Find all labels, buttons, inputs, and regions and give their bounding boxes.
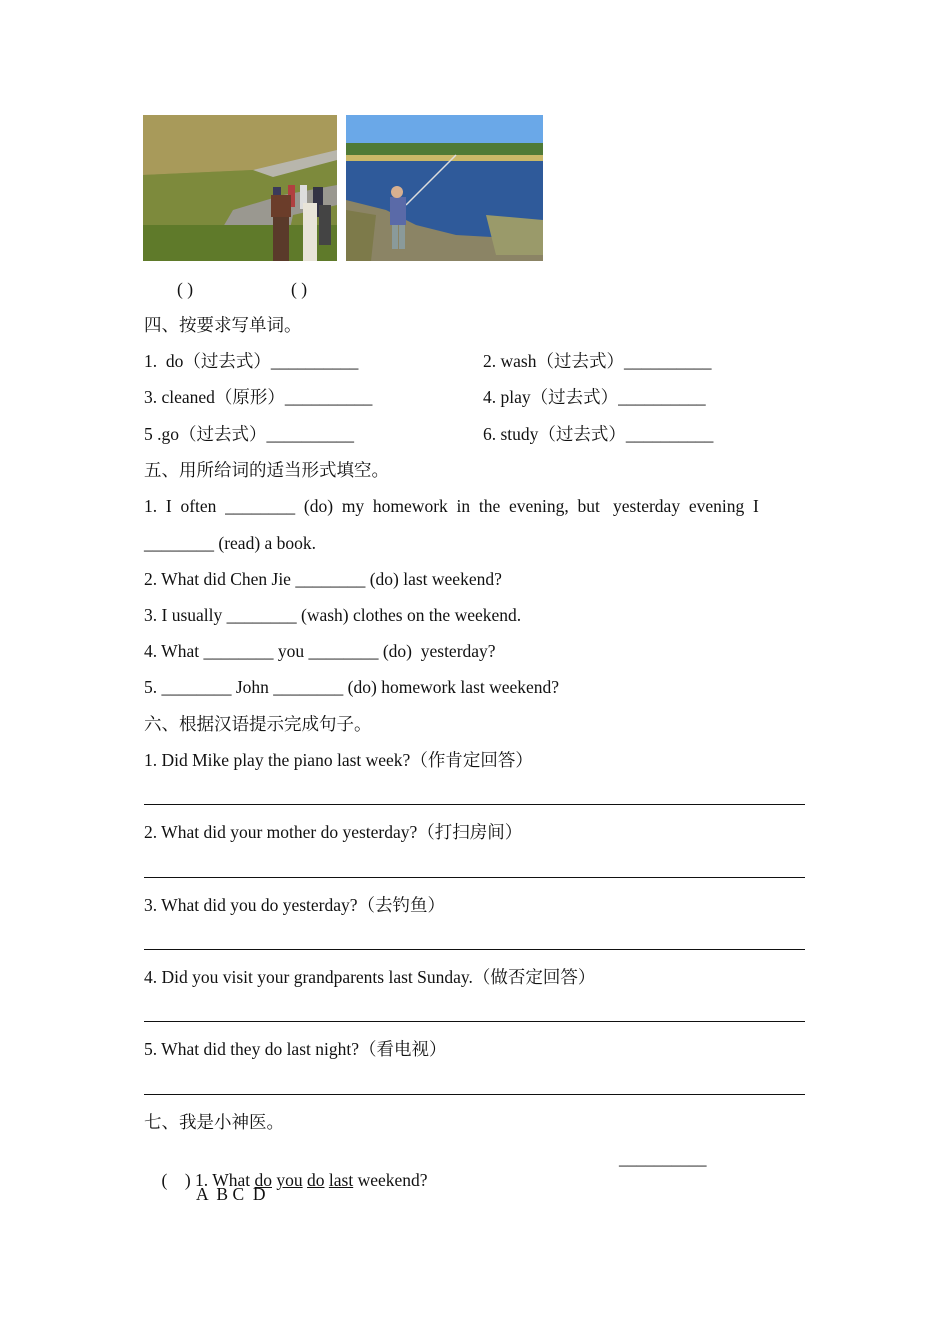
underlined-word-a: do	[254, 1170, 272, 1190]
section4-title: 四、按要求写单词。	[144, 315, 302, 335]
section4-item-6: 6. study（过去式）__________	[483, 424, 714, 444]
section6-title: 六、根据汉语提示完成句子。	[144, 714, 372, 734]
section7-q1	[144, 1147, 428, 1213]
section4-item-3: 3. cleaned（原形）__________	[144, 387, 373, 407]
section4-item-4: 4. play（过去式）__________	[483, 387, 706, 407]
section5-q1-line2: ________ (read) a book.	[144, 533, 317, 553]
underlined-word-d: last	[328, 1170, 354, 1190]
photo-fishing	[346, 115, 543, 261]
photo2-answer-paren: ( )	[291, 279, 308, 299]
underlined-word-c: do	[307, 1170, 325, 1190]
section4-item-1: 1. do（过去式）__________	[144, 351, 359, 371]
section6-q3-answer-line	[144, 949, 805, 950]
section6-q1: 1. Did Mike play the piano last week?（作肯定回答）	[144, 750, 533, 770]
section4-item-5: 5 .go（过去式）__________	[144, 424, 354, 444]
fishing-image	[346, 115, 543, 261]
section7-q1-blank: __________	[619, 1148, 707, 1168]
photo1-answer-paren: ( )	[177, 279, 194, 299]
section7-q1-prefix: ( ) 1. What	[161, 1170, 255, 1190]
section5-title: 五、用所给词的适当形式填空。	[144, 460, 389, 480]
section7-q1-suffix: weekend?	[353, 1170, 428, 1190]
section6-q4: 4. Did you visit your grandparents last Sunday.（做否定回答）	[144, 967, 596, 987]
section5-q4: 4. What ________ you ________ (do) yesterday?	[144, 641, 496, 661]
photo-hiking	[143, 115, 337, 261]
hiking-image	[143, 115, 337, 261]
section6-q5: 5. What did they do last night?（看电视）	[144, 1039, 447, 1059]
section7-q1-options: A B C D	[196, 1184, 266, 1204]
section6-q2-answer-line	[144, 877, 805, 878]
section4-item-2: 2. wash（过去式）__________	[483, 351, 712, 371]
section5-q1-line1: 1. I often ________ (do) my homework in the evening, but yesterday evening I	[144, 496, 759, 516]
section5-q5: 5. ________ John ________ (do) homework last weekend?	[144, 677, 560, 697]
section6-q2: 2. What did your mother do yesterday?（打扫房间）	[144, 822, 523, 842]
section6-q3: 3. What did you do yesterday?（去钓鱼）	[144, 895, 446, 915]
section6-q4-answer-line	[144, 1021, 805, 1022]
section5-q2: 2. What did Chen Jie ________ (do) last weekend?	[144, 569, 502, 589]
section6-q5-answer-line	[144, 1094, 805, 1095]
underlined-word-b: you	[276, 1170, 303, 1190]
section6-q1-answer-line	[144, 804, 805, 805]
section5-q3: 3. I usually ________ (wash) clothes on the weekend.	[144, 605, 522, 625]
section7-title: 七、我是小神医。	[144, 1112, 284, 1132]
